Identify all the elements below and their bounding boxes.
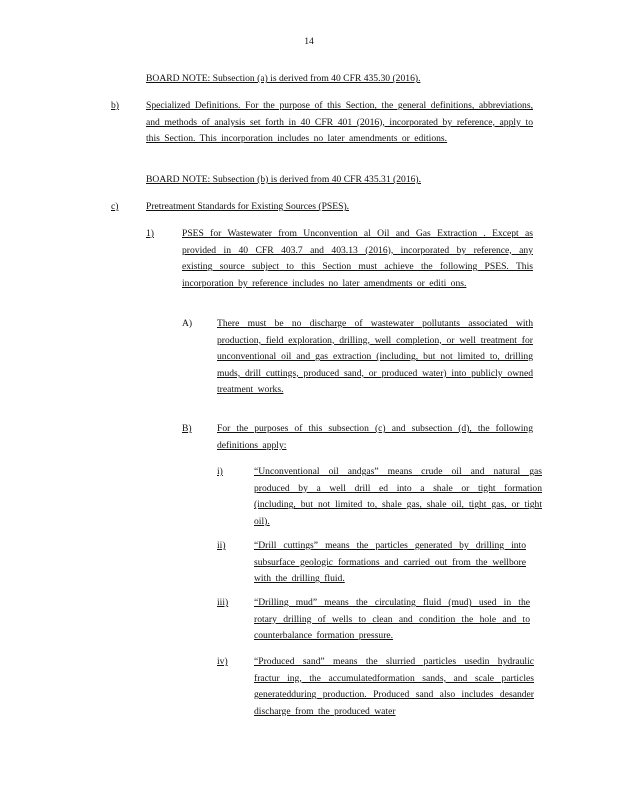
definition-iv-label: iv) — [217, 656, 228, 667]
subsection-c-label: c) — [111, 201, 119, 212]
subsection-B-label: B) — [182, 423, 192, 434]
subsection-b-label: b) — [111, 100, 119, 111]
definition-i-text: “Unconventional oil andgas” means crude oil and natural gas produced by a well drill ed into a shale or tight formation (including, but not limited to, shale gas, shale oil, tight gas, or tight oil). — [254, 466, 542, 527]
definition-iii-text: “Drilling mud” means the circulating fluid (mud) used in the rotary drilling of wells to clean and condition the hole and to counterbalance formation pressure. — [254, 597, 530, 642]
subsection-A-text: There must be no discharge of wastewater pollutants associated with production, field exploration, drilling, well completion, or well treatment for unconventional oil and gas extraction (including, but not limited to, drilling muds, drill cuttings, produced sand, or produced water) into publicly owned treatment works. — [217, 318, 533, 396]
definition-ii-label: ii) — [217, 540, 226, 551]
subsection-b-text: Specialized Definitions. For the purpose of this Section, the general definitions, abbreviations, and methods of analysis set forth in 40 CFR 401 (2016), incorporated by reference, apply to this Section. This incorporation includes no later amendments or editions. — [146, 100, 533, 145]
page-number: 14 — [304, 36, 314, 47]
definition-ii-text: “Drill cuttings” means the particles generated by drilling into subsurface geologic formations and carried out from the wellbore with the drilling fluid. — [254, 540, 526, 585]
definition-iii-label: iii) — [217, 597, 229, 608]
board-note-a: BOARD NOTE: Subsection (a) is derived from 40 CFR 435.30 (2016). — [146, 73, 421, 84]
subsection-B-text: For the purposes of this subsection (c) and subsection (d), the following definitions apply: — [217, 423, 533, 451]
subsection-c1-text: PSES for Wastewater from Unconvention al Oil and Gas Extraction . Except as provided in 40 CFR 403.7 and 403.13 (2016), incorporated by reference, any existing source subject to this Section must achieve the following PSES. This incorporation by reference includes no later amendments or editi ons. — [182, 228, 533, 289]
board-note-b: BOARD NOTE: Subsection (b) is derived from 40 CFR 435.31 (2016). — [146, 174, 422, 185]
subsection-A-label: A) — [182, 318, 193, 329]
subsection-c-heading: Pretreatment Standards for Existing Sources (PSES). — [146, 201, 350, 212]
definition-iv-text: “Produced sand” means the slurried particles usedin hydraulic fractur ing, the accumulatedformation sands, and scale particles generatedduring production. Produced sand also includes desander discharge from the produced water — [254, 656, 534, 717]
subsection-c1-label: 1) — [146, 228, 154, 239]
definition-i-label: i) — [217, 466, 223, 477]
